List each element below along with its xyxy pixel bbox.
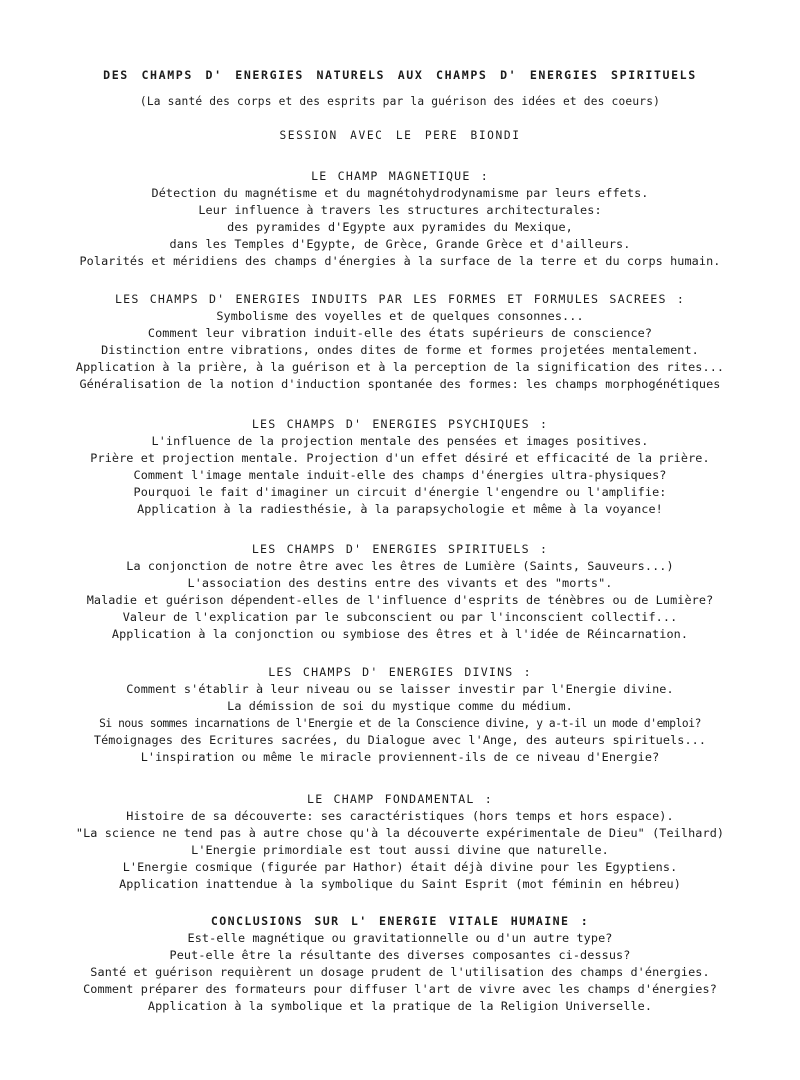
section-heading: LE CHAMP FONDAMENTAL :	[307, 792, 493, 806]
section-line: Comment s'établir à leur niveau ou se laisser investir par l'Energie divine.	[126, 682, 674, 696]
section-line: Témoignages des Ecritures sacrées, du Dialogue avec l'Ange, des auteurs spirituels...	[93, 733, 707, 747]
section-line: Application à la prière, à la guérison et à la perception de la signification des rites...	[75, 360, 725, 374]
section-line: L'influence de la projection mentale des pensées et images positives.	[151, 434, 649, 448]
section-line: Application à la radiesthésie, à la parapsychologie et même à la voyance!	[137, 502, 663, 516]
section-heading: LES CHAMPS D' ENERGIES INDUITS PAR LES FORMES ET FORMULES SACREES :	[114, 292, 686, 306]
section-line: Pourquoi le fait d'imaginer un circuit d'énergie l'engendre ou l'amplifie:	[133, 485, 667, 499]
section-heading: LES CHAMPS D' ENERGIES PSYCHIQUES :	[251, 417, 549, 431]
section-line: Peut-elle être la résultante des diverses composantes ci-dessus?	[169, 948, 631, 962]
section-line: Histoire de sa découverte: ses caractéristiques (hors temps et hors espace).	[126, 809, 674, 823]
document-subtitle: (La santé des corps et des esprits par la guérison des idées et des coeurs)	[139, 95, 661, 108]
section-heading: LES CHAMPS D' ENERGIES DIVINS :	[268, 665, 532, 679]
section-line: L'inspiration ou même le miracle proviennent-ils de ce niveau d'Energie?	[140, 750, 660, 764]
section-line: Prière et projection mentale. Projection d'un effet désiré et efficacité de la prière.	[90, 451, 710, 465]
section-line: Détection du magnétisme et du magnétohydrodynamisme par leurs effets.	[151, 186, 649, 200]
section-line: Polarités et méridiens des champs d'énergies à la surface de la terre et du corps humain.	[79, 254, 721, 268]
section-line: Application à la symbolique et la pratique de la Religion Universelle.	[147, 999, 653, 1013]
section-line: Maladie et guérison dépendent-elles de l'influence d'esprits de ténèbres ou de Lumière?	[86, 593, 714, 607]
section-heading: LES CHAMPS D' ENERGIES SPIRITUELS :	[251, 542, 549, 556]
section-line: Distinction entre vibrations, ondes dites de forme et formes projetées mentalement.	[101, 343, 699, 357]
section-line: Valeur de l'explication par le subconscient ou par l'inconscient collectif...	[122, 610, 678, 624]
section-line: La démission de soi du mystique comme du médium.	[227, 699, 573, 713]
section-line: Comment leur vibration induit-elle des états supérieurs de conscience?	[147, 326, 653, 340]
document-title: DES CHAMPS D' ENERGIES NATURELS AUX CHAMPS D' ENERGIES SPIRITUELS	[103, 68, 697, 82]
section-heading: CONCLUSIONS SUR L' ENERGIE VITALE HUMAINE :	[210, 914, 590, 928]
section-line: des pyramides d'Egypte aux pyramides du Mexique,	[227, 220, 573, 234]
section-line: Comment préparer des formateurs pour diffuser l'art de vivre avec les champs d'énergies?	[83, 982, 717, 996]
section-line: L'association des destins entre des vivants et des "morts".	[187, 576, 613, 590]
section-line: Application à la conjonction ou symbiose des êtres et à l'idée de Réincarnation.	[111, 627, 689, 641]
section-line: Si nous sommes incarnations de l'Energie et de la Conscience divine, y a-t-il un mode d'emploi?	[99, 717, 701, 730]
section-line: Symbolisme des voyelles et de quelques consonnes...	[216, 309, 584, 323]
section-line: Leur influence à travers les structures architecturales:	[198, 203, 602, 217]
section-line: L'Energie cosmique (figurée par Hathor) était déjà divine pour les Egyptiens.	[122, 860, 678, 874]
session-line: SESSION AVEC LE PERE BIONDI	[279, 129, 521, 142]
section-line: dans les Temples d'Egypte, de Grèce, Grande Grèce et d'ailleurs.	[169, 237, 631, 251]
section-line: "La science ne tend pas à autre chose qu'à la découverte expérimentale de Dieu" (Teilhard)	[75, 826, 725, 840]
section-line: Santé et guérison requièrent un dosage prudent de l'utilisation des champs d'énergies.	[90, 965, 710, 979]
section-line: Est-elle magnétique ou gravitationnelle ou d'un autre type?	[187, 931, 613, 945]
section-line: La conjonction de notre être avec les êtres de Lumière (Saints, Sauveurs...)	[126, 559, 674, 573]
section-line: L'Energie primordiale est tout aussi divine que naturelle.	[191, 843, 609, 857]
section-line: Application inattendue à la symbolique du Saint Esprit (mot féminin en hébreu)	[119, 877, 681, 891]
section-line: Généralisation de la notion d'induction spontanée des formes: les champs morphogénétiques	[79, 377, 721, 391]
section-line: Comment l'image mentale induit-elle des champs d'énergies ultra-physiques?	[133, 468, 667, 482]
section-heading: LE CHAMP MAGNETIQUE :	[311, 169, 489, 183]
